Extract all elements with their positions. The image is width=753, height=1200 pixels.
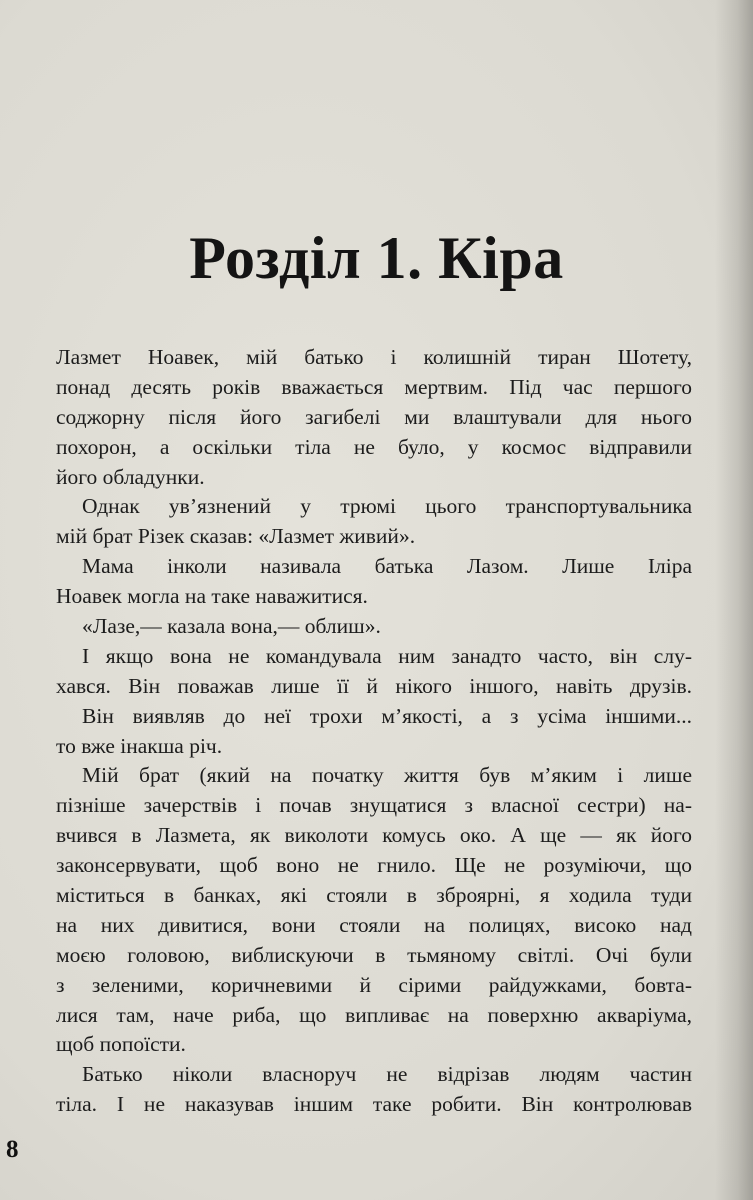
spine-shadow bbox=[715, 0, 753, 1200]
text-line: Мама інколи називала батька Лазом. Лише Іліра bbox=[82, 554, 692, 579]
text-line: хався. Він поважав лише її й нікого іншого, навіть друзів. bbox=[56, 673, 692, 698]
text-line: Батько ніколи власноруч не відрізав людям частин bbox=[82, 1062, 692, 1087]
text-line: мій брат Різек сказав: «Лазмет живий». bbox=[56, 524, 416, 549]
text-line: Мій брат (який на початку життя був м’яким і лише bbox=[82, 763, 692, 788]
text-line: похорон, а оскільки тіла не було, у космос відправили bbox=[56, 434, 692, 459]
text-line: Він виявляв до неї трохи м’якості, а з усіма іншими... bbox=[82, 703, 692, 728]
chapter-title: Розділ 1. Кіра bbox=[189, 225, 564, 291]
text-line: міститься в банках, які стояли в зброярні, я ходила туди bbox=[56, 883, 692, 908]
text-line: щоб попоїсти. bbox=[56, 1032, 186, 1057]
body-text bbox=[56, 343, 692, 1120]
text-line: понад десять років вважається мертвим. Під час першого bbox=[56, 374, 692, 399]
text-line: вчився в Лазмета, як виколоти комусь око. А ще — як його bbox=[56, 823, 692, 848]
text-line: Ноавек могла на таке наважитися. bbox=[56, 584, 368, 609]
text-line: з зеленими, коричневими й сірими райдужками, бовта- bbox=[56, 972, 692, 997]
text-line: законсервувати, щоб воно не гнило. Ще не розуміючи, що bbox=[56, 853, 692, 878]
text-line: Однак ув’язнений у трюмі цього транспортувальника bbox=[82, 494, 692, 519]
text-line: «Лазе,— казала вона,— облиш». bbox=[82, 614, 381, 639]
text-line: соджорну після його загибелі ми влаштували для нього bbox=[56, 404, 692, 429]
text-line: його обладунки. bbox=[56, 464, 205, 489]
text-line: лися там, наче риба, що випливає на поверхню акваріума, bbox=[56, 1002, 692, 1027]
text-line: І якщо вона не командувала ним занадто часто, він слу- bbox=[82, 643, 692, 668]
text-line: моєю головою, виблискуючи в тьмяному світлі. Очі були bbox=[56, 942, 692, 967]
text-line: тіла. І не наказував іншим таке робити. Він контролював bbox=[56, 1092, 692, 1117]
text-line: пізніше зачерствів і почав знущатися з власної сестри) на- bbox=[56, 793, 692, 818]
text-line: то вже інакша річ. bbox=[56, 733, 223, 758]
text-line: на них дивитися, вони стояли на полицях, високо над bbox=[56, 912, 692, 937]
page-number: 8 bbox=[6, 1136, 19, 1163]
text-line: Лазмет Ноавек, мій батько і колишній тиран Шотету, bbox=[56, 345, 692, 369]
